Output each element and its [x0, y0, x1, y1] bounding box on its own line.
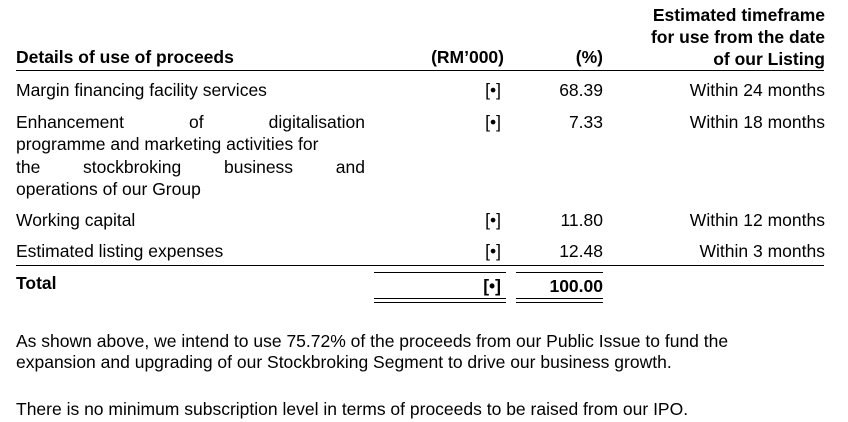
header-timeframe-line-1: Estimated timeframe — [652, 5, 825, 25]
total-pct: 100.00 — [549, 276, 603, 296]
row-1-pct: 68.39 — [559, 80, 603, 100]
row-2-word: of — [189, 112, 204, 132]
header-timeframe-line-2: for use from the date — [650, 27, 825, 47]
row-2-word: the — [16, 157, 41, 177]
row-1-timeframe: Within 24 months — [689, 80, 825, 100]
total-rm-top-rule — [374, 272, 506, 273]
row-2-details-line-1 — [16, 112, 365, 133]
row-1-rm: [•] — [485, 80, 501, 100]
row-2-word: digitalisation — [268, 112, 365, 132]
header-pct: (%) — [575, 47, 603, 67]
header-details: Details of use of proceeds — [16, 47, 234, 67]
row-3-pct: 11.80 — [560, 210, 603, 230]
paragraph-1-line-1: As shown above, we intend to use 75.72% of the proceeds from our Public Issue to fund the — [16, 331, 729, 351]
row-2-word: business — [223, 157, 294, 177]
paragraph-2: There is no minimum subscription level in terms of proceeds to be raised from our IPO. — [16, 399, 689, 419]
row-2-word: stockbroking — [83, 157, 182, 177]
row-2-timeframe: Within 18 months — [689, 112, 825, 132]
header-timeframe-line-3: of our Listing — [713, 49, 825, 69]
total-top-rule — [16, 265, 824, 266]
row-4-timeframe: Within 3 months — [699, 241, 825, 261]
row-4-rm: [•] — [485, 241, 501, 261]
row-2-details-line-3 — [16, 157, 365, 178]
header-rm: (RM’000) — [431, 47, 504, 67]
total-pct-top-rule — [516, 272, 603, 273]
row-3-details: Working capital — [16, 210, 136, 230]
row-2-word: Enhancement — [16, 112, 124, 132]
row-3-timeframe: Within 12 months — [689, 210, 825, 230]
total-pct-double-rule — [516, 298, 603, 303]
row-2-details-line-4: operations of our Group — [16, 179, 201, 199]
row-3-rm: [•] — [485, 210, 501, 230]
header-underline — [16, 70, 824, 71]
total-label: Total — [16, 273, 57, 293]
row-2-details-line-2: programme and marketing activities for — [16, 134, 319, 154]
row-4-pct: 12.48 — [559, 241, 603, 261]
paragraph-1-line-2: expansion and upgrading of our Stockbroking Segment to drive our business growth. — [16, 352, 672, 372]
total-rm-double-rule — [374, 298, 506, 303]
header-timeframe — [651, 4, 825, 70]
row-4-details: Estimated listing expenses — [16, 241, 224, 261]
row-2-word: and — [335, 157, 365, 177]
row-2-rm: [•] — [485, 112, 501, 132]
total-rm: [•] — [483, 276, 501, 296]
row-2-pct: 7.33 — [568, 112, 603, 132]
row-1-details: Margin financing facility services — [16, 80, 267, 100]
